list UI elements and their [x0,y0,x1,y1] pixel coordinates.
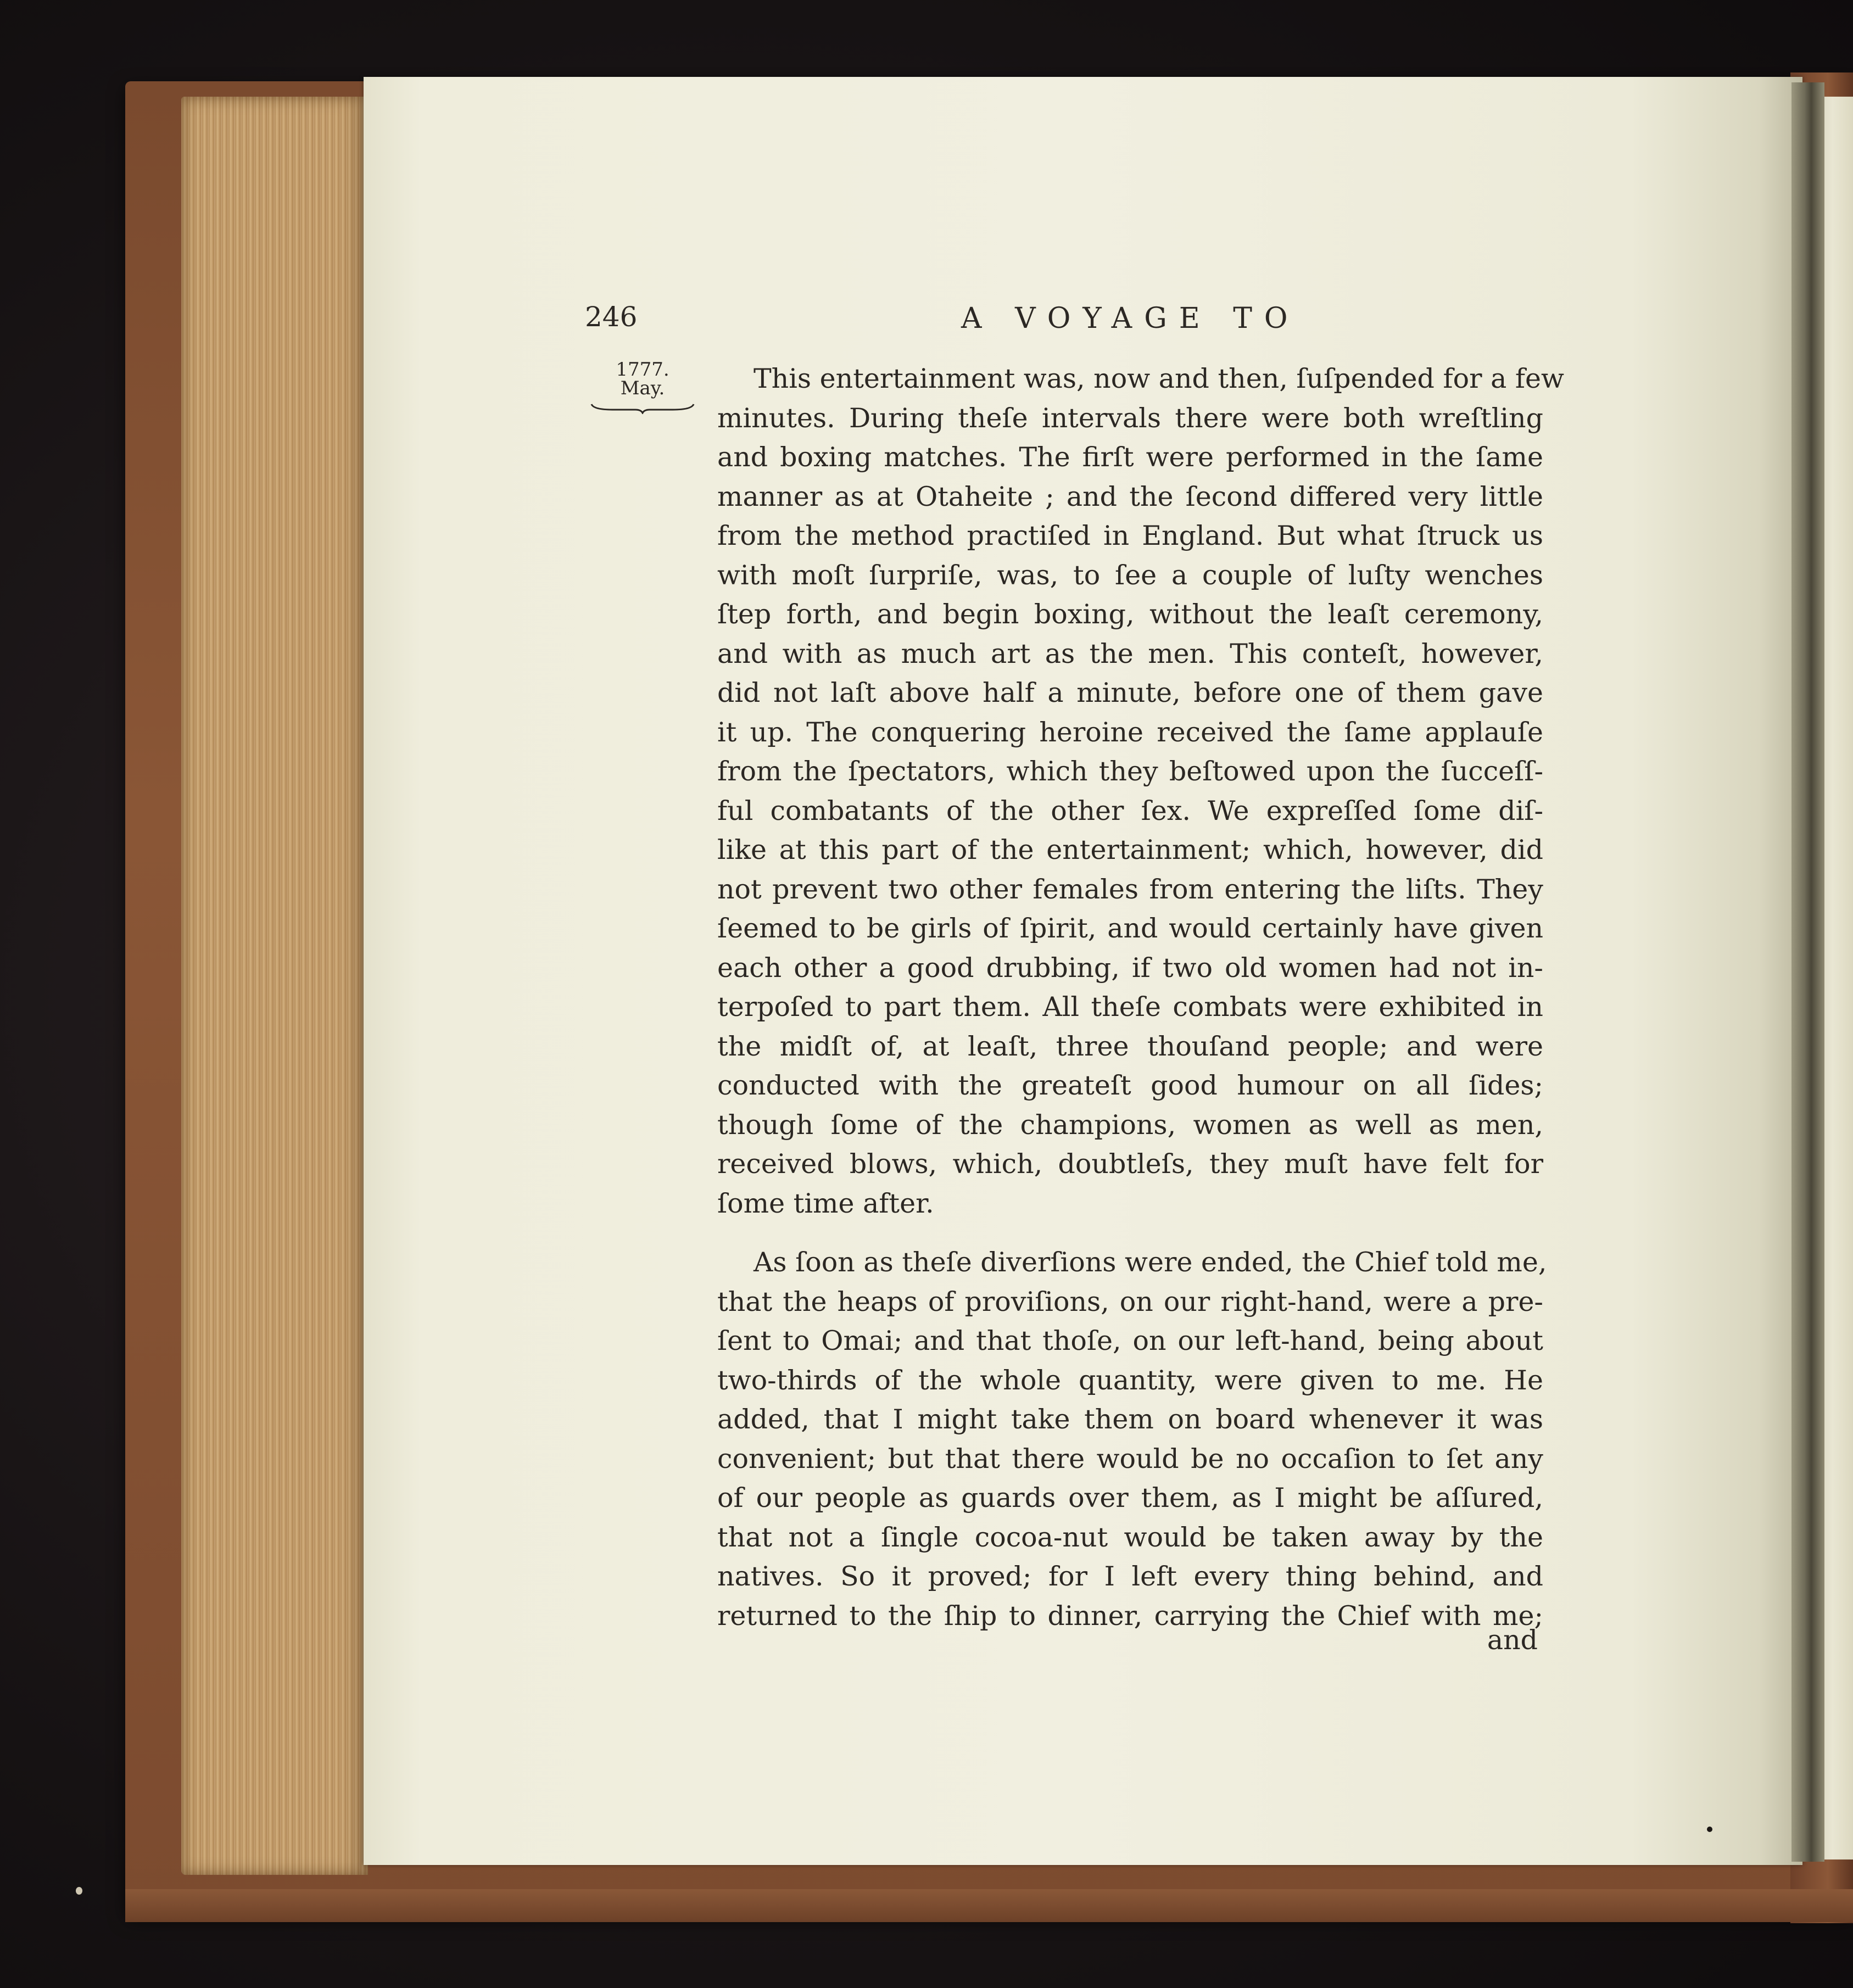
book-cover-bottom-edge [125,1889,1853,1922]
running-title: A VOYAGE TO [961,302,1300,335]
page-edges [181,97,368,1875]
text-line: As ſoon as theſe diverſions were ended, the Chief told me, [754,1247,1547,1278]
text-line: added, that I might take them on board whenever it was [717,1404,1543,1435]
text-line: that the heaps of proviſions, on our right-hand, were a pre- [717,1286,1543,1317]
dust-speck [76,1887,82,1895]
text-line: ſent to Omai; and that thoſe, on our left-hand, being about [717,1325,1543,1356]
text-line: with moſt ſurpriſe, was, to ſee a couple of luſty wenches [717,559,1543,591]
body-text [717,359,1564,1635]
text-line: of our people as guards over them, as I might be aſſured, [717,1482,1543,1514]
paragraph-gap [717,1223,1543,1243]
text-line: This entertainment was, now and then, ſuſpended for a few [754,363,1564,394]
text-line: ſome time after. [717,1187,934,1219]
text-line: from the method practiſed in England. But what ſtruck us [717,520,1543,551]
text-line: ſtep forth, and begin boxing, without the leaſt ceremony, [717,599,1543,630]
text-line: it up. The conquering heroine received the ſame applauſe [717,716,1543,748]
book-gutter [1791,82,1824,1862]
text-line: and boxing matches. The firſt were performed in the ſame [717,442,1543,473]
text-line: not prevent two other females from entering the liſts. They [717,873,1543,905]
text-line: minutes. During theſe intervals there were both wreſtling [717,402,1543,434]
text-line: conducted with the greateſt good humour on all ſides; [717,1070,1543,1101]
text-line: and with as much art as the men. This conteſt, however, [717,638,1543,669]
catchword: and [1487,1624,1538,1656]
text-line: received blows, which, doubtleſs, they muſt have felt for [717,1148,1543,1180]
margin-note-month: May. [620,377,665,399]
margin-date-note [582,360,703,414]
text-line: two-thirds of the whole quantity, were given to me. He [717,1364,1543,1396]
running-head [571,301,1560,345]
text-line: convenient; but that there would be no occaſion to ſet any [717,1443,1543,1475]
brace-ornament [590,401,695,414]
paragraph [717,1243,1547,1635]
text-line: like at this part of the entertainment; which, however, did [717,834,1543,865]
text-line: though ſome of the champions, women as well as men, [717,1109,1543,1141]
text-line: each other a good drubbing, if two old women had not in- [717,952,1543,984]
text-line: from the ſpectators, which they beſtowed upon the ſucceſſ- [717,756,1543,787]
text-line: manner as at Otaheite ; and the ſecond differed very little [717,481,1543,512]
text-line: ful combatants of the other ſex. We expreſſed ſome diſ- [717,795,1543,827]
text-line: that not a ſingle cocoa-nut would be taken away by the [717,1521,1543,1553]
paragraph [717,359,1564,1223]
page-number: 246 [585,301,638,333]
ink-speck [1707,1827,1712,1832]
text-line: did not laſt above half a minute, before one of them gave [717,677,1543,708]
text-line: the midſt of, at leaſt, three thouſand people; and were [717,1030,1543,1062]
text-line: ſeemed to be girls of ſpirit, and would certainly have given [717,913,1543,944]
text-line: natives. So it proved; for I left every thing behind, and [717,1561,1543,1592]
text-line: terpoſed to part them. All theſe combats were exhibited in [717,991,1543,1023]
margin-note-year: 1777. [616,359,669,381]
text-line: returned to the ſhip to dinner, carrying the Chief with me; [717,1600,1543,1632]
